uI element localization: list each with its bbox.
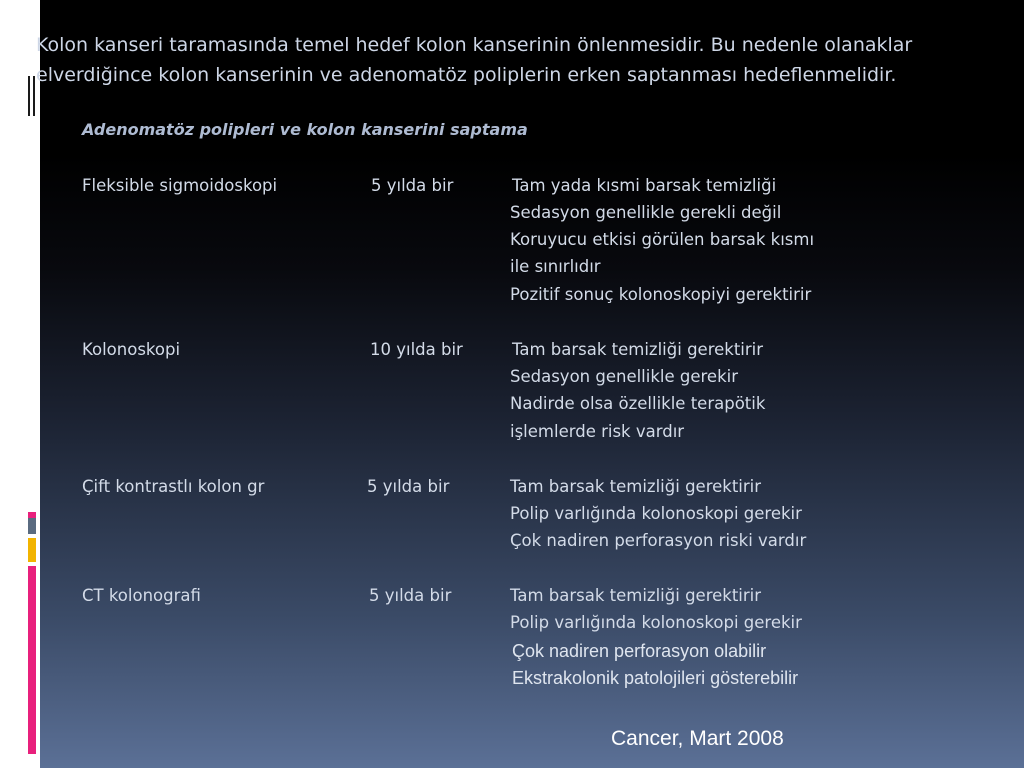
note: Tam yada kısmi barsak temizliği bbox=[512, 176, 777, 195]
note: Pozitif sonuç kolonoskopiyi gerektirir bbox=[510, 285, 812, 304]
note: Tam barsak temizliği gerektirir bbox=[510, 477, 762, 496]
note: Nadirde olsa özellikle terapötik bbox=[510, 394, 766, 413]
method-name: CT kolonografi bbox=[82, 586, 201, 605]
note: Çok nadiren perforasyon riski vardır bbox=[510, 531, 807, 550]
method-name: Çift kontrastlı kolon gr bbox=[82, 477, 265, 496]
note: Sedasyon genellikle gerekli değil bbox=[510, 203, 782, 222]
note: Çok nadiren perforasyon olabilir bbox=[512, 641, 767, 661]
accent-bar-pink bbox=[28, 566, 36, 754]
source-citation: Cancer, Mart 2008 bbox=[611, 727, 784, 750]
method-name: Fleksible sigmoidoskopi bbox=[82, 176, 278, 195]
interval: 5 yılda bir bbox=[371, 176, 454, 195]
section-title: Adenomatöz polipleri ve kolon kanserini saptama bbox=[82, 120, 528, 139]
method-name: Kolonoskopi bbox=[82, 340, 181, 359]
note: Koruyucu etkisi görülen barsak kısmı bbox=[510, 230, 815, 249]
intro-paragraph: Kolon kanseri taramasında temel hedef kolon kanserinin önlenmesidir. Bu nedenle olanaklar elverdiğince kolon kanserinin ve adenomatöz poliplerin erken saptanması hedeflenmelidir. bbox=[36, 34, 913, 86]
note: Sedasyon genellikle gerekir bbox=[510, 367, 739, 386]
note: Ekstrakolonik patolojileri gösterebilir bbox=[512, 668, 799, 688]
note: Polip varlığında kolonoskopi gerekir bbox=[510, 504, 802, 523]
interval: 5 yılda bir bbox=[369, 586, 452, 605]
accent-bar-gray bbox=[28, 518, 36, 534]
note: Polip varlığında kolonoskopi gerekir bbox=[510, 613, 802, 632]
note: Tam barsak temizliği gerektirir bbox=[512, 340, 764, 359]
accent-bar-yellow bbox=[28, 538, 36, 562]
interval: 5 yılda bir bbox=[367, 477, 450, 496]
interval: 10 yılda bir bbox=[370, 340, 463, 359]
note: ile sınırlıdır bbox=[510, 257, 601, 276]
note: işlemlerde risk vardır bbox=[510, 422, 685, 441]
note: Tam barsak temizliği gerektirir bbox=[510, 586, 762, 605]
